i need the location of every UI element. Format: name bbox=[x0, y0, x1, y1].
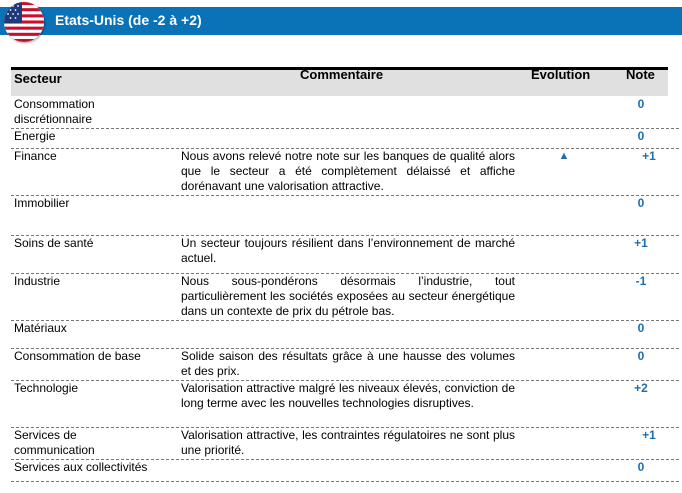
row-secteur: Technologie bbox=[14, 381, 79, 395]
table-row bbox=[11, 348, 679, 381]
row-note: 0 bbox=[637, 460, 645, 474]
row-note: -1 bbox=[635, 274, 647, 288]
table-row bbox=[11, 195, 679, 236]
row-secteur: Services de communication bbox=[14, 428, 95, 457]
row-commentaire: Valorisation attractive, les contraintes régulatoires ne sont plus une priorité. bbox=[181, 428, 515, 457]
table-row bbox=[11, 273, 679, 321]
row-note: +1 bbox=[642, 428, 656, 442]
row-commentaire: Un secteur toujours résilient dans l’environnement de marché actuel. bbox=[181, 236, 515, 265]
row-secteur: Energie bbox=[14, 129, 56, 143]
row-secteur: Consommation de base bbox=[14, 349, 141, 363]
row-note: 0 bbox=[637, 349, 645, 363]
column-header-secteur: Secteur bbox=[14, 71, 62, 86]
table-row bbox=[11, 128, 679, 149]
row-note: 0 bbox=[637, 97, 645, 111]
row-secteur: Matériaux bbox=[14, 321, 67, 335]
table-row bbox=[11, 459, 679, 482]
row-secteur: Services aux collectivités bbox=[14, 460, 148, 474]
column-header-evolution: Evolution bbox=[531, 67, 591, 82]
row-secteur: Finance bbox=[14, 149, 57, 163]
row-commentaire: Solide saison des résultats grâce à une hausse des volumes et des prix. bbox=[181, 349, 515, 378]
row-commentaire: Valorisation attractive malgré les niveaux élevés, conviction de long terme avec les nouvelles technologies disruptives. bbox=[181, 381, 515, 410]
row-note: 0 bbox=[637, 196, 645, 210]
row-note: 0 bbox=[637, 129, 645, 143]
table-row bbox=[11, 380, 679, 428]
us-flag-icon bbox=[4, 2, 44, 42]
page-title: Etats-Unis (de -2 à +2) bbox=[55, 12, 202, 28]
row-secteur: Immobilier bbox=[14, 196, 70, 210]
column-header-commentaire: Commentaire bbox=[300, 67, 384, 82]
table-row bbox=[11, 320, 679, 349]
column-header-note: Note bbox=[626, 67, 655, 82]
evolution-up-icon: ▲ bbox=[558, 150, 570, 162]
row-secteur: Industrie bbox=[14, 274, 61, 288]
row-secteur: Soins de santé bbox=[14, 236, 94, 250]
row-note: 0 bbox=[637, 321, 645, 335]
row-note: +1 bbox=[634, 236, 648, 250]
table-row bbox=[11, 427, 679, 460]
row-commentaire: Nous sous-pondérons désormais l’industrie, tout particulièrement les sociétés exposées au secteur énergétique dans un contexte de prix du pétrole bas. bbox=[181, 274, 515, 318]
table-row bbox=[11, 235, 679, 274]
row-note: +1 bbox=[642, 149, 656, 163]
row-secteur: Consommation discrétionnaire bbox=[14, 97, 95, 126]
row-note: +2 bbox=[634, 381, 648, 395]
table-row bbox=[11, 148, 679, 196]
table-row bbox=[11, 96, 679, 129]
row-commentaire: Nous avons relevé notre note sur les banques de qualité alors que le secteur a été complètement délaissé et affiche dorénavant une valorisation attractive. bbox=[181, 149, 515, 193]
